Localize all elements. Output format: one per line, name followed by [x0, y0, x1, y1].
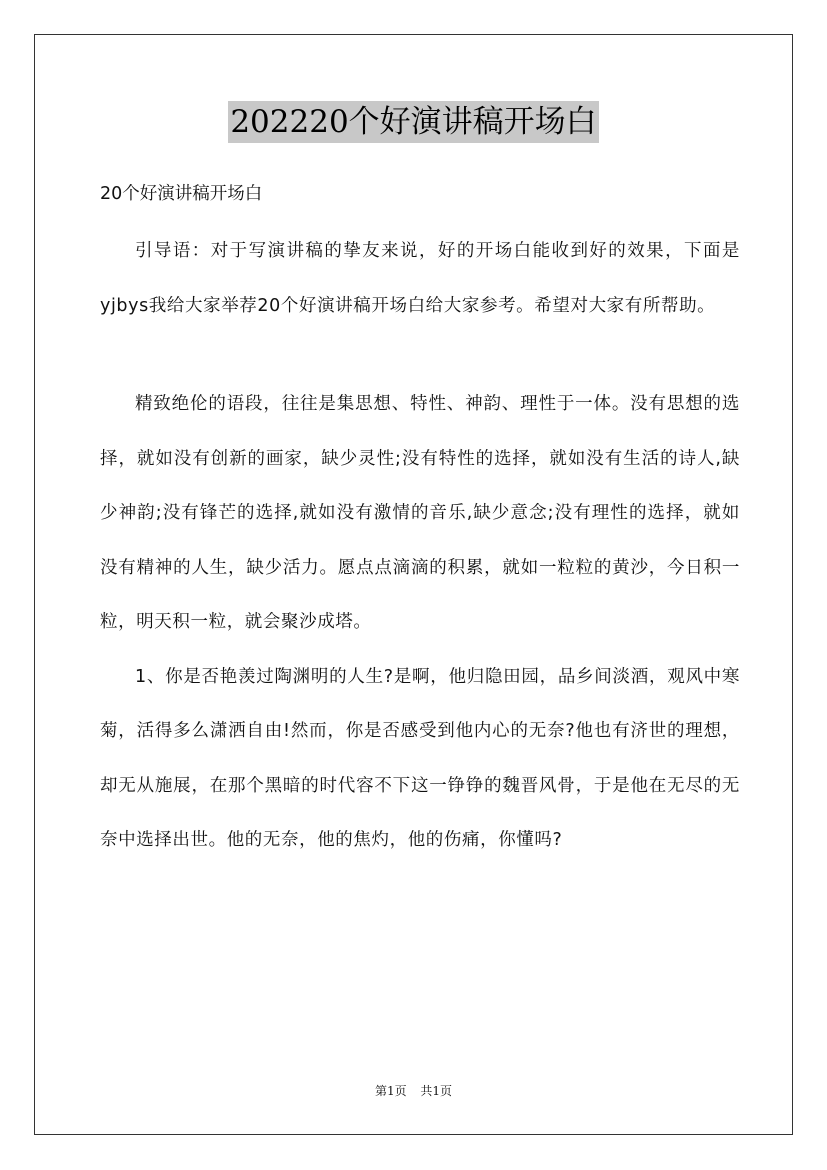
page-number: 第1页 [374, 1084, 407, 1098]
paragraph-intro: 引导语：对于写演讲稿的挚友来说，好的开场白能收到好的效果，下面是yjbys我给大家举荐20个好演讲稿开场白给大家参考。希望对大家有所帮助。 [100, 241, 740, 316]
page-total: 共1页 [420, 1084, 453, 1098]
document-body [100, 176, 740, 868]
paragraph-item-1: 1、你是否艳羡过陶渊明的人生?是啊，他归隐田园，品乡间淡酒，观风中寒菊，活得多么潇洒自由!然而，你是否感受到他内心的无奈?他也有济世的理想，却无从施展，在那个黑暗的时代容不下这一铮铮的魏晋风骨，于是他在无尽的无奈中选择出世。他的无奈，他的焦灼，他的伤痛，你懂吗? [100, 666, 740, 850]
paragraph-body: 精致绝伦的语段，往往是集思想、特性、神韵、理性于一体。没有思想的选择，就如没有创新的画家，缺少灵性;没有特性的选择，就如没有生活的诗人,缺少神韵;没有锋芒的选择,就如没有激情的音乐,缺少意念;没有理性的选择，就如没有精神的人生，缺少活力。愿点点滴滴的积累，就如一粒粒的黄沙，今日积一粒，明天积一粒，就会聚沙成塔。 [100, 394, 740, 632]
page-footer [0, 1082, 827, 1099]
document-title: 202220个好演讲稿开场白 [228, 101, 598, 143]
title-container [0, 101, 827, 143]
document-subtitle: 20个好演讲稿开场白 [100, 184, 263, 204]
paragraph-spacer [100, 333, 740, 377]
